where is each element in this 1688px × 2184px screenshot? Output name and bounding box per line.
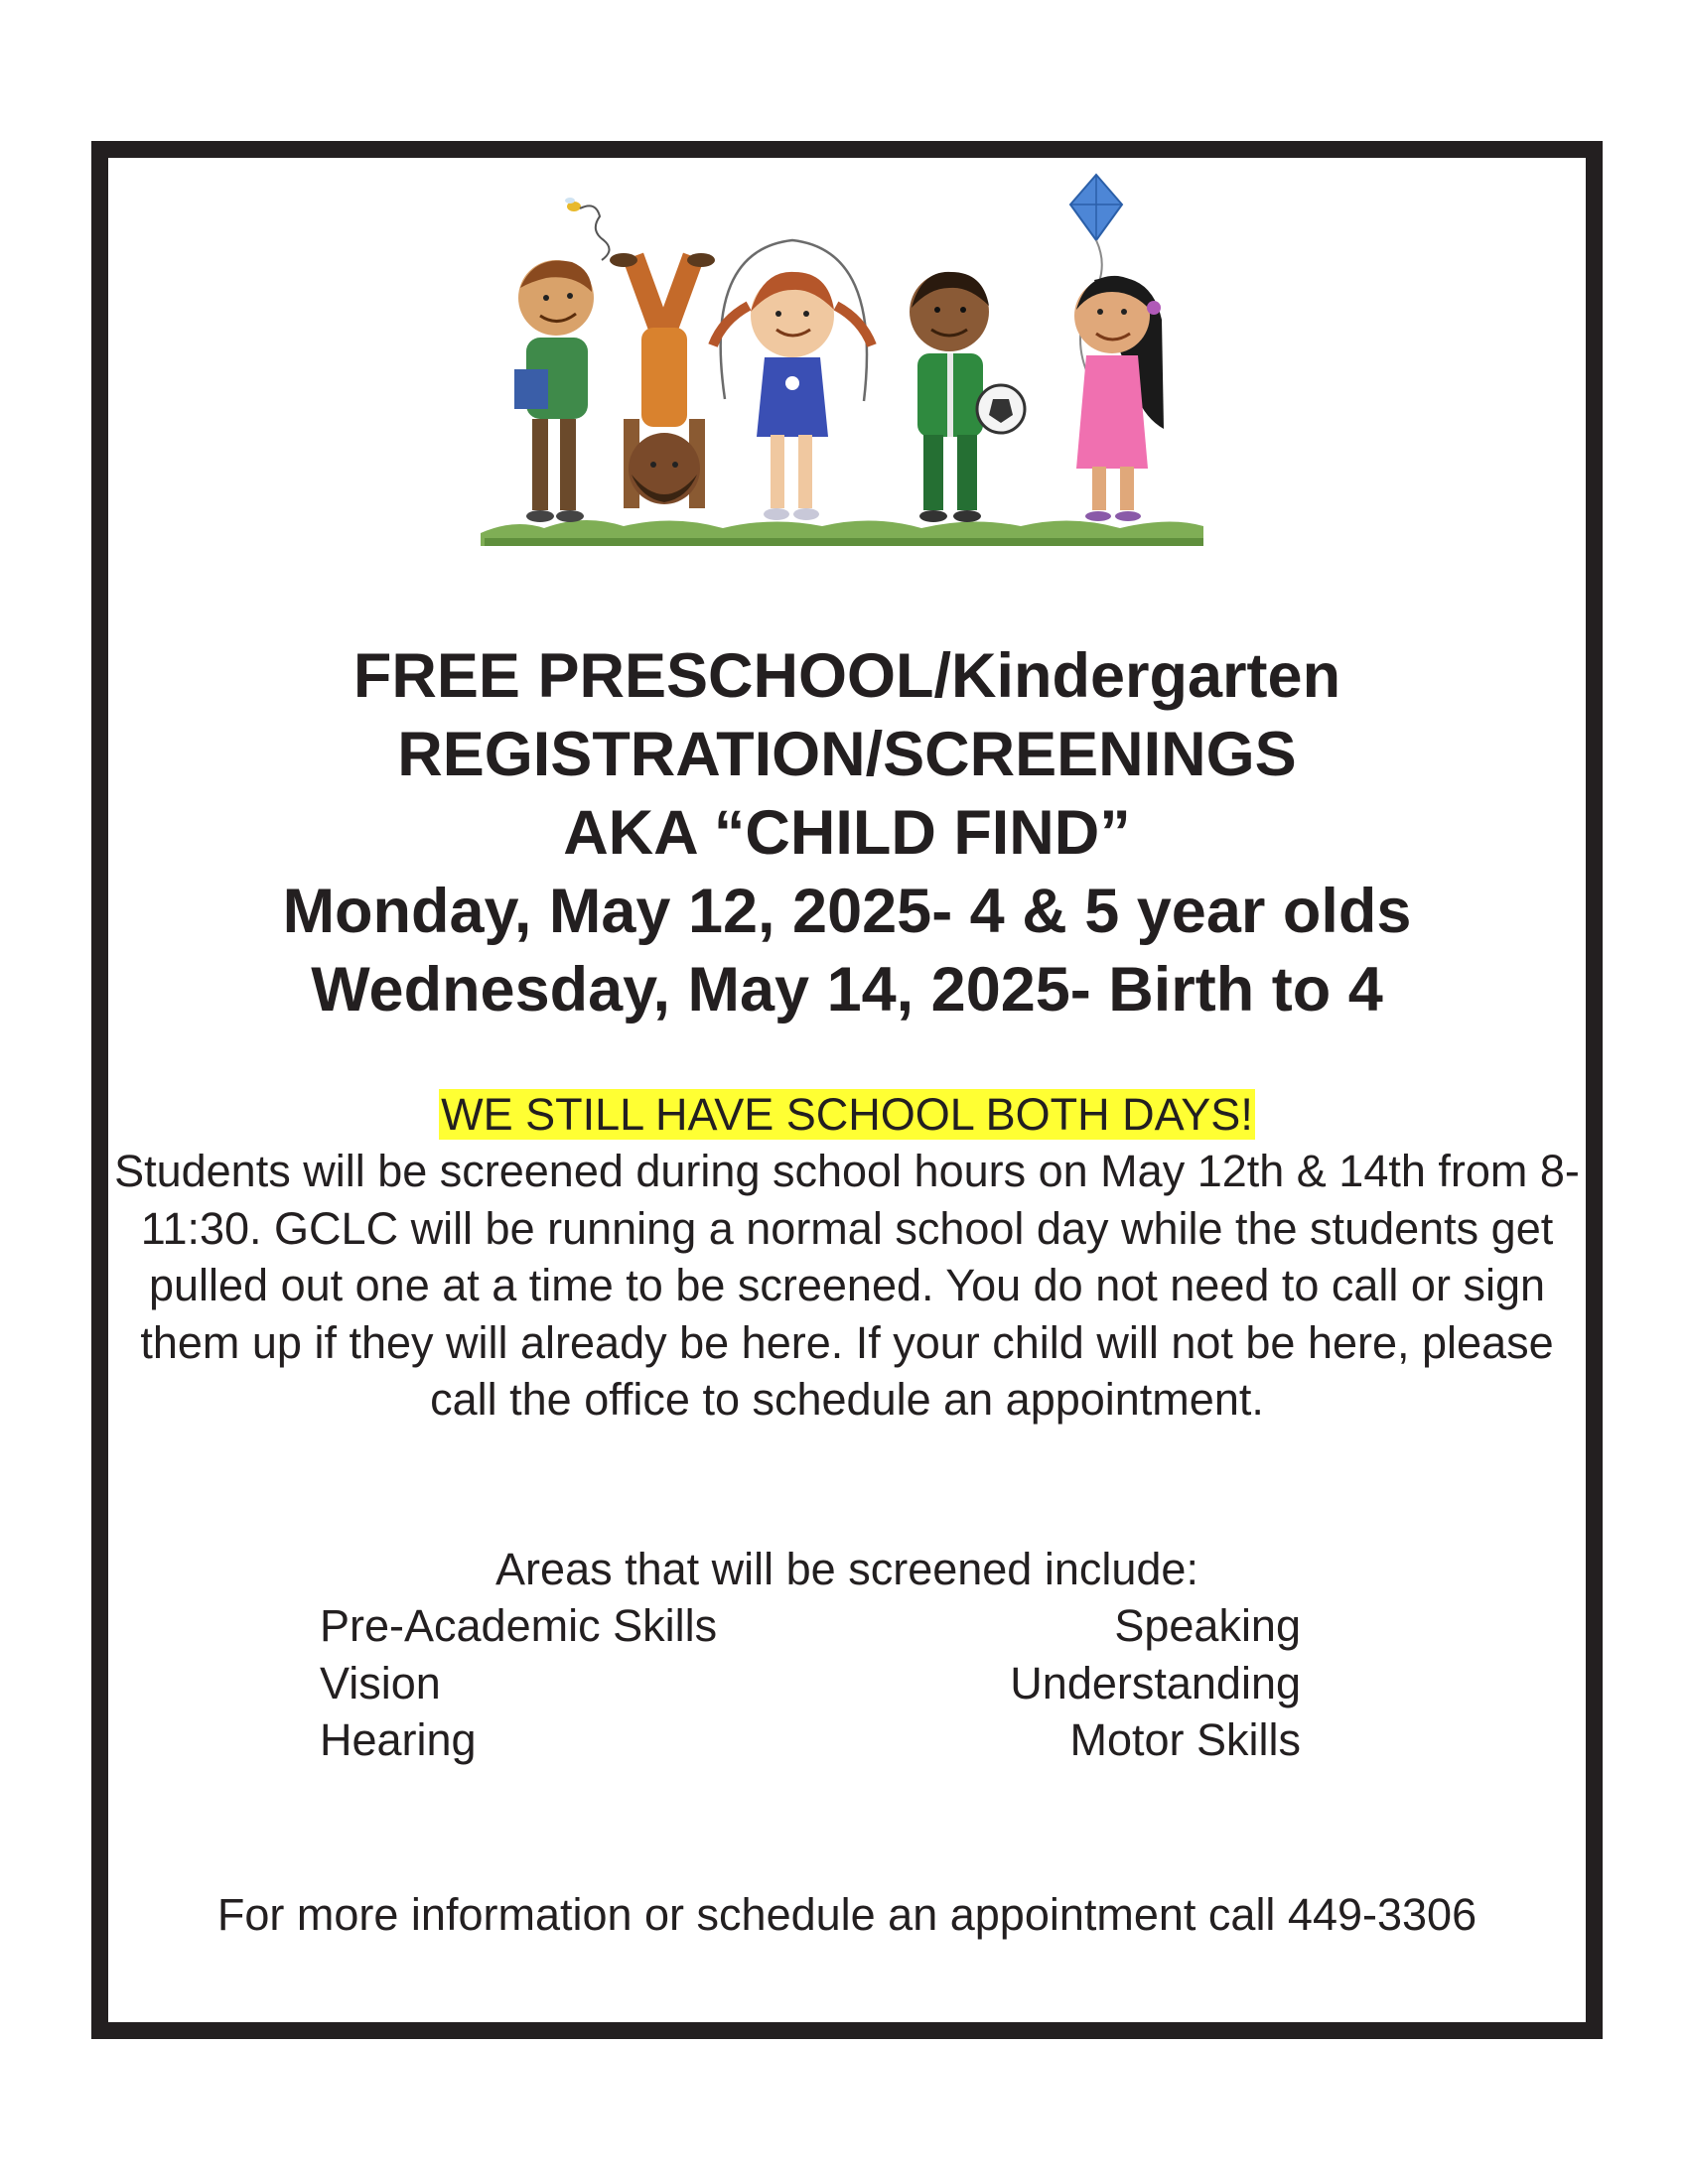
children-playing-illustration: [475, 171, 1209, 548]
area-item: Motor Skills: [1069, 1714, 1301, 1765]
boy-with-soccer-ball: [910, 272, 1025, 522]
area-item: Understanding: [1010, 1657, 1301, 1708]
contact-footer: For more information or schedule an appointment call 449-3306: [216, 1889, 1477, 1940]
area-item: Speaking: [1114, 1600, 1301, 1651]
area-item: Vision: [320, 1657, 441, 1708]
highlight-notice: [91, 1087, 1603, 1143]
bee-icon: [565, 198, 610, 260]
girl-with-jump-rope: [713, 272, 872, 520]
headline-date-1: Monday, May 12, 2025- 4 & 5 year olds: [282, 877, 1412, 946]
boy-with-book: [514, 260, 594, 522]
child-doing-handstand: [610, 253, 715, 508]
headline-line-2: REGISTRATION/SCREENINGS: [397, 720, 1297, 789]
area-item: Pre-Academic Skills: [320, 1600, 718, 1651]
headline-line-1: FREE PRESCHOOL/Kindergarten: [352, 641, 1341, 711]
areas-title: Areas that will be screened include:: [495, 1544, 1198, 1594]
areas-left-column: [320, 1597, 717, 1769]
headline-line-3: AKA “CHILD FIND”: [563, 798, 1131, 868]
highlighted-text: WE STILL HAVE SCHOOL BOTH DAYS!: [441, 1089, 1253, 1140]
headline: [91, 637, 1603, 1029]
notice-body: Students will be screened during school hours on May 12th & 14th from 8-11:30. GCLC will be running a normal school day while the students get pulled out one at a time to be screened. You do not need to call or sign them up if they will already be here. If your child will not be here, please call the office to schedule an appointment.: [114, 1146, 1580, 1425]
areas-right-column: [1010, 1597, 1301, 1769]
headline-date-2: Wednesday, May 14, 2025- Birth to 4: [311, 955, 1383, 1024]
girl-with-kite: [1074, 276, 1164, 521]
area-item: Hearing: [320, 1714, 477, 1765]
